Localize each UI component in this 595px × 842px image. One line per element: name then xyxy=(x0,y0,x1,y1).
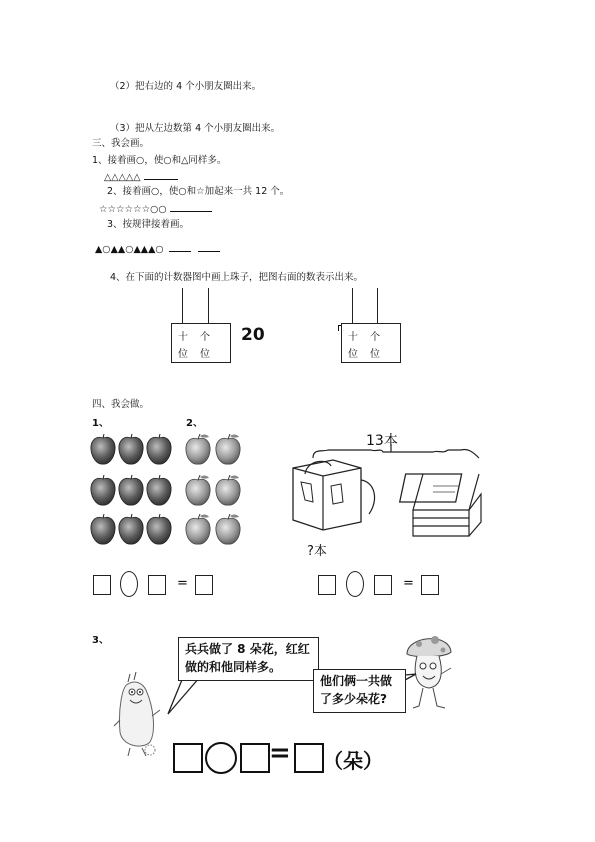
answer-box[interactable] xyxy=(294,743,324,773)
apple-group-dark xyxy=(88,430,178,550)
q1-pattern-row xyxy=(104,170,178,184)
answer-box[interactable] xyxy=(240,743,270,773)
books-total-label: 13本 xyxy=(366,433,398,449)
wei-label: 位 xyxy=(370,349,380,360)
q3-pattern-row xyxy=(95,242,220,256)
equals-sign: = xyxy=(403,576,414,591)
q2-pattern-row xyxy=(99,202,212,216)
abacus-rod-ones xyxy=(377,288,378,324)
wei-label: 位 xyxy=(200,349,210,360)
answer-line[interactable] xyxy=(198,242,220,252)
shape-pattern: ▲○▲▲○▲▲▲○ xyxy=(95,244,164,255)
abacus-rod-ones xyxy=(208,288,209,324)
abacus-rod-tens xyxy=(182,288,183,324)
abacus-left xyxy=(171,323,231,363)
answer-box[interactable] xyxy=(195,575,213,595)
q3-label: 3、 xyxy=(92,635,109,646)
answer-box[interactable] xyxy=(421,575,439,595)
abacus-right xyxy=(341,323,401,363)
answer-line[interactable] xyxy=(169,242,191,252)
ones-label: 个 xyxy=(200,332,210,343)
question-2-2: （2）把右边的 4 个小朋友圈出来。 xyxy=(110,81,262,92)
wei-label: 位 xyxy=(178,349,188,360)
tens-label: 十 xyxy=(348,332,358,343)
answer-line[interactable] xyxy=(144,170,178,180)
wei-label: 位 xyxy=(348,349,358,360)
answer-unit: （朵） xyxy=(323,749,383,773)
section-3-q4: 4、在下面的计数器图中画上珠子，把图右面的数表示出来。 xyxy=(110,272,364,283)
tens-label: 十 xyxy=(178,332,188,343)
books-unknown-label: ?本 xyxy=(307,544,327,559)
section-3-q1: 1、接着画○，使○和△同样多。 xyxy=(92,155,227,166)
operator-circle[interactable] xyxy=(120,571,138,597)
answer-box[interactable] xyxy=(318,575,336,595)
ones-label: 个 xyxy=(370,332,380,343)
q1-label: 1、 xyxy=(92,418,109,429)
equals-sign: = xyxy=(177,576,188,591)
apple-group-light xyxy=(183,430,245,550)
section-3-q2: 2、接着画○，使○和☆加起来一共 12 个。 xyxy=(107,186,290,197)
abacus-rod-tens xyxy=(352,288,353,324)
abacus-number: 20 xyxy=(241,325,265,345)
section-3-title: 三、我会画。 xyxy=(92,138,150,149)
answer-line[interactable] xyxy=(170,202,212,212)
triangle-pattern: △△△△△ xyxy=(104,172,141,183)
operator-circle[interactable] xyxy=(205,742,237,774)
answer-box[interactable] xyxy=(374,575,392,595)
speech-bubble-2: 他们俩一共做了多少朵花? xyxy=(313,669,406,713)
answer-box[interactable] xyxy=(173,743,203,773)
speech-bubble-1: 兵兵做了 8 朵花，红红做的和他同样多。 xyxy=(178,637,319,681)
section-3-q3: 3、按规律接着画。 xyxy=(107,219,190,230)
operator-circle[interactable] xyxy=(346,571,364,597)
equals-sign: = xyxy=(269,738,291,768)
question-2-3: （3）把从左边数第 4 个小朋友圈出来。 xyxy=(110,123,281,134)
answer-box[interactable] xyxy=(93,575,111,595)
star-circle-pattern: ☆☆☆☆☆☆○○ xyxy=(99,204,167,215)
section-4-title: 四、我会做。 xyxy=(92,399,150,410)
q2-label: 2、 xyxy=(186,418,203,429)
answer-box[interactable] xyxy=(148,575,166,595)
